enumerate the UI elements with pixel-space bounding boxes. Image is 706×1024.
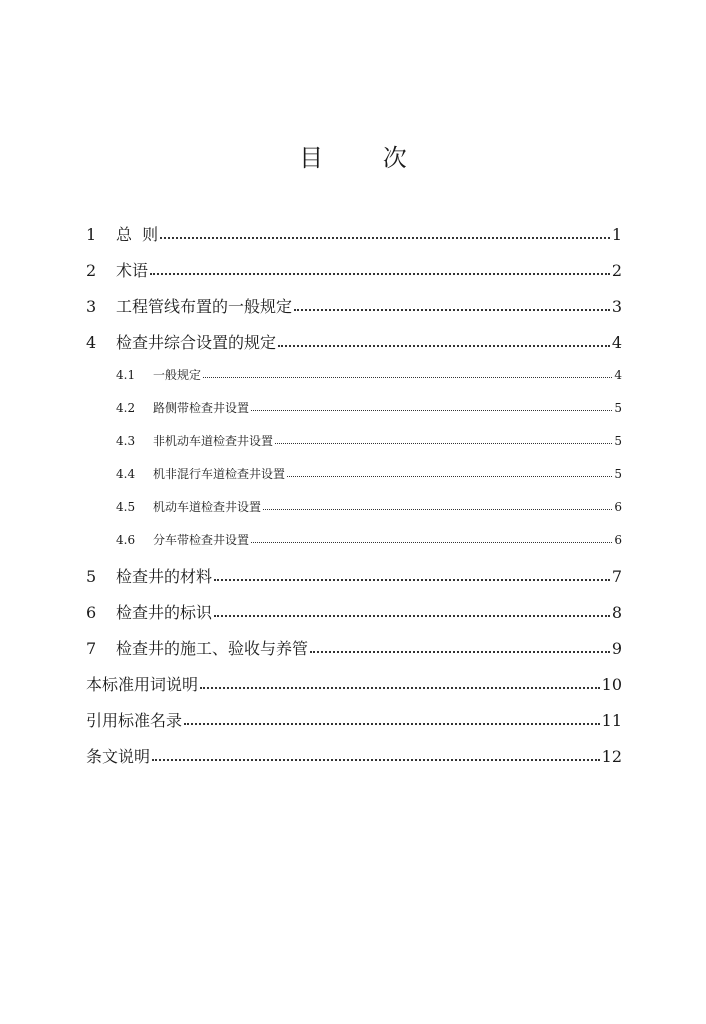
toc-entry-number: 4.4 [116, 467, 136, 481]
toc-entry-label: 工程管线布置的一般规定 [116, 297, 293, 316]
dot-leader [251, 542, 612, 543]
toc-entry-number: 4.2 [116, 401, 136, 415]
toc-entry-label: 检查井综合设置的规定 [116, 333, 277, 352]
toc-entry-1[interactable] [86, 222, 622, 258]
toc-entry-4-1[interactable] [86, 366, 622, 399]
dot-leader [275, 443, 612, 444]
toc-entry-label: 机非混行车道检查井设置 [153, 467, 286, 481]
toc-entry-number: 5 [86, 567, 97, 586]
toc-entry-explanation[interactable] [86, 744, 622, 780]
toc-entry-page: 3 [611, 297, 622, 316]
toc-entry-number: 6 [86, 603, 97, 622]
toc-entry-page: 5 [614, 467, 622, 481]
toc-entry-number: 4.6 [116, 533, 136, 547]
toc-entry-number: 2 [86, 261, 97, 280]
toc-entry-6[interactable] [86, 600, 622, 636]
toc-entry-usage-notes[interactable] [86, 672, 622, 708]
dot-leader [263, 509, 612, 510]
toc-entry-label: 非机动车道检查井设置 [153, 434, 274, 448]
toc-entry-label: 一般规定 [153, 368, 202, 382]
dot-leader [278, 345, 610, 347]
toc-entry-number: 4.1 [116, 368, 136, 382]
toc-entry-2[interactable] [86, 258, 622, 294]
table-of-contents [86, 222, 622, 780]
toc-entry-7[interactable] [86, 636, 622, 672]
toc-entry-4-2[interactable] [86, 399, 622, 432]
toc-entry-page: 6 [614, 533, 622, 547]
toc-entry-4-6[interactable] [86, 531, 622, 564]
toc-entry-page: 2 [611, 261, 622, 280]
dot-leader [251, 410, 612, 411]
toc-entry-number: 7 [86, 639, 97, 658]
toc-entry-number: 4.5 [116, 500, 136, 514]
toc-entry-page: 7 [611, 567, 622, 586]
toc-entry-referenced-standards[interactable] [86, 708, 622, 744]
dot-leader [200, 687, 600, 689]
toc-entry-label: 本标准用词说明 [86, 675, 199, 694]
toc-entry-label: 路侧带检查井设置 [153, 401, 250, 415]
toc-entry-number: 4 [86, 333, 97, 352]
toc-entry-label: 总 则 [116, 225, 159, 244]
dot-leader [310, 651, 610, 653]
toc-entry-label: 分车带检查井设置 [153, 533, 250, 547]
toc-entry-page: 5 [614, 434, 622, 448]
dot-leader [152, 759, 600, 761]
toc-entry-page: 4 [614, 368, 622, 382]
toc-entry-label: 检查井的施工、验收与养管 [116, 639, 309, 658]
toc-entry-page: 12 [601, 747, 622, 766]
dot-leader [203, 377, 612, 378]
toc-entry-5[interactable] [86, 564, 622, 600]
toc-entry-page: 8 [611, 603, 622, 622]
toc-entry-label: 引用标准名录 [86, 711, 183, 730]
toc-entry-number: 1 [86, 225, 97, 244]
toc-entry-page: 10 [601, 675, 622, 694]
toc-entry-label: 条文说明 [86, 747, 151, 766]
dot-leader [214, 615, 610, 617]
dot-leader [184, 723, 600, 725]
toc-entry-3[interactable] [86, 294, 622, 330]
dot-leader [294, 309, 610, 311]
page-title: 目 次 [299, 144, 433, 172]
toc-entry-page: 4 [611, 333, 622, 352]
toc-entry-label: 机动车道检查井设置 [153, 500, 262, 514]
toc-entry-number: 4.3 [116, 434, 136, 448]
dot-leader [150, 273, 610, 275]
toc-entry-number: 3 [86, 297, 97, 316]
toc-entry-label: 检查井的材料 [116, 567, 213, 586]
toc-entry-label: 检查井的标识 [116, 603, 213, 622]
toc-entry-4-4[interactable] [86, 465, 622, 498]
toc-entry-4-5[interactable] [86, 498, 622, 531]
toc-entry-page: 9 [611, 639, 622, 658]
dot-leader [214, 579, 610, 581]
toc-entry-page: 6 [614, 500, 622, 514]
toc-entry-page: 1 [611, 225, 622, 244]
toc-entry-page: 11 [601, 711, 622, 730]
dot-leader [287, 476, 612, 477]
toc-entry-4-3[interactable] [86, 432, 622, 465]
toc-entry-page: 5 [614, 401, 622, 415]
toc-entry-label: 术语 [116, 261, 149, 280]
dot-leader [160, 237, 610, 239]
toc-entry-4[interactable] [86, 330, 622, 366]
